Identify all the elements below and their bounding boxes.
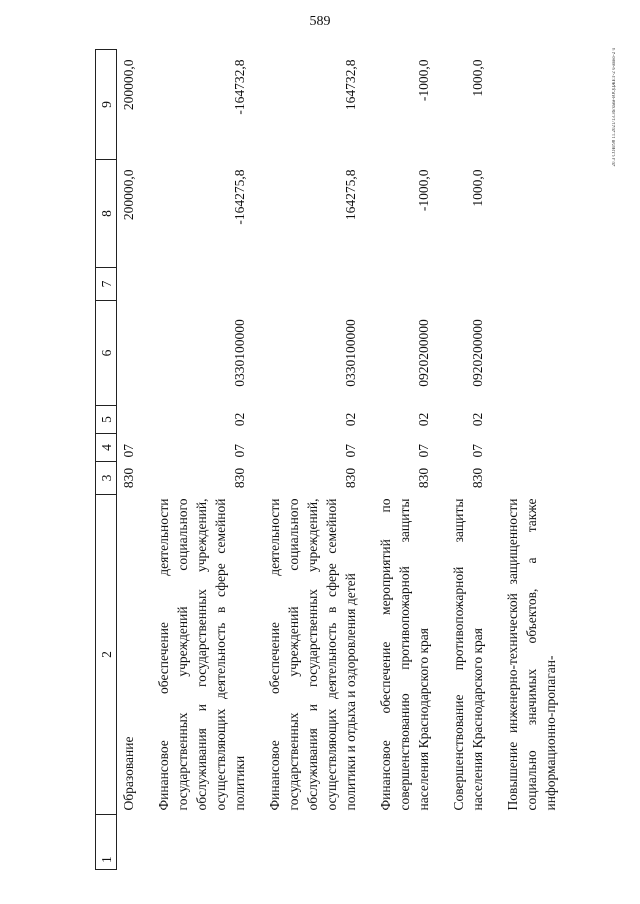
row-vr [449,268,487,301]
row-ved: 830 [416,467,431,489]
row-vr [376,268,433,301]
row-value-8: -1000,0 [416,169,431,212]
row-rz [503,434,560,462]
column-header-9: 9 [96,50,117,160]
row-pr: 02 [232,412,247,427]
page-number: 589 [309,14,331,29]
table-row [449,50,487,870]
row-rz: 07 [343,444,358,458]
column-header-7: 7 [96,268,117,301]
row-value-9: -164732,8 [232,59,247,115]
row-value-8: -164275,8 [232,169,247,225]
table-row [154,50,249,870]
row-csr: 0920200000 [470,319,485,387]
row-pr [117,406,139,434]
row-csr: 0920200000 [416,319,431,387]
row-rz: 07 [232,444,247,458]
row-vr [265,268,360,301]
row-pr: 02 [343,412,358,427]
table-row [376,50,433,870]
row-csr [503,301,560,406]
row-value-8: 200000,0 [121,169,136,221]
row-rz: 07 [470,444,485,458]
row-value-8 [503,160,560,268]
row-ved: 830 [232,467,247,489]
row-value-9: 1000,0 [470,59,485,97]
row-name: Финансовое обеспечение мероприятий по совершенствованию противопожарной защиты населения Краснодарского края [378,498,431,811]
row-name: Совершенствование противопожарной защиты населения Краснодарского края [451,498,485,811]
row-ved: 830 [343,467,358,489]
row-vr [117,268,139,301]
row-ved: 830 [121,467,136,489]
row-pr [503,406,560,434]
row-rz: 07 [416,444,431,458]
row-csr: 0330100000 [343,319,358,387]
table-row [265,50,360,870]
row-name: Повышение инженерно-технической защищенности социально значимых объектов, а также информационно-пропаган- [505,498,558,811]
table-row [117,50,139,870]
row-name: Образование [121,736,136,811]
row-csr: 0330100000 [232,319,247,387]
document-footer-code: 20.3 СОВ/98 11.2021/13.36/хмм-ЮОДЖЕТ-2 ч-явно-2 ч [612,48,617,167]
row-name: Финансовое обеспечение деятельности государственных учреждений социального обслуживания и государственных учреждений, осуществляющих деятельность в сфере семейной политики и отдыха и оздоровления детей [267,498,358,811]
row-value-8: 1000,0 [470,169,485,207]
budget-table [95,49,560,870]
column-header-2: 2 [96,495,117,815]
row-name: Финансовое обеспечение деятельности государственных учреждений социального обслуживания и государственных учреждений, осуществляющих деятельность в сфере семейной политики [156,498,247,811]
table-row [503,50,560,870]
row-rz: 07 [121,444,136,458]
row-value-9: 164732,8 [343,59,358,111]
row-pr: 02 [416,412,431,427]
row-ved [503,462,560,495]
row-vr [154,268,249,301]
row-pr: 02 [470,412,485,427]
rotated-table-container [95,50,595,870]
row-value-8: 164275,8 [343,169,358,221]
column-header-8: 8 [96,160,117,268]
column-header-6: 6 [96,301,117,406]
column-header-5: 5 [96,406,117,434]
row-vr [503,268,560,301]
row-value-9: 200000,0 [121,59,136,111]
row-value-9 [503,50,560,160]
table-header [96,50,117,870]
row-ved: 830 [470,467,485,489]
column-header-3: 3 [96,462,117,495]
row-value-9: -1000,0 [416,59,431,102]
column-header-1: 1 [96,815,117,870]
row-csr [117,301,139,406]
column-header-4: 4 [96,434,117,462]
